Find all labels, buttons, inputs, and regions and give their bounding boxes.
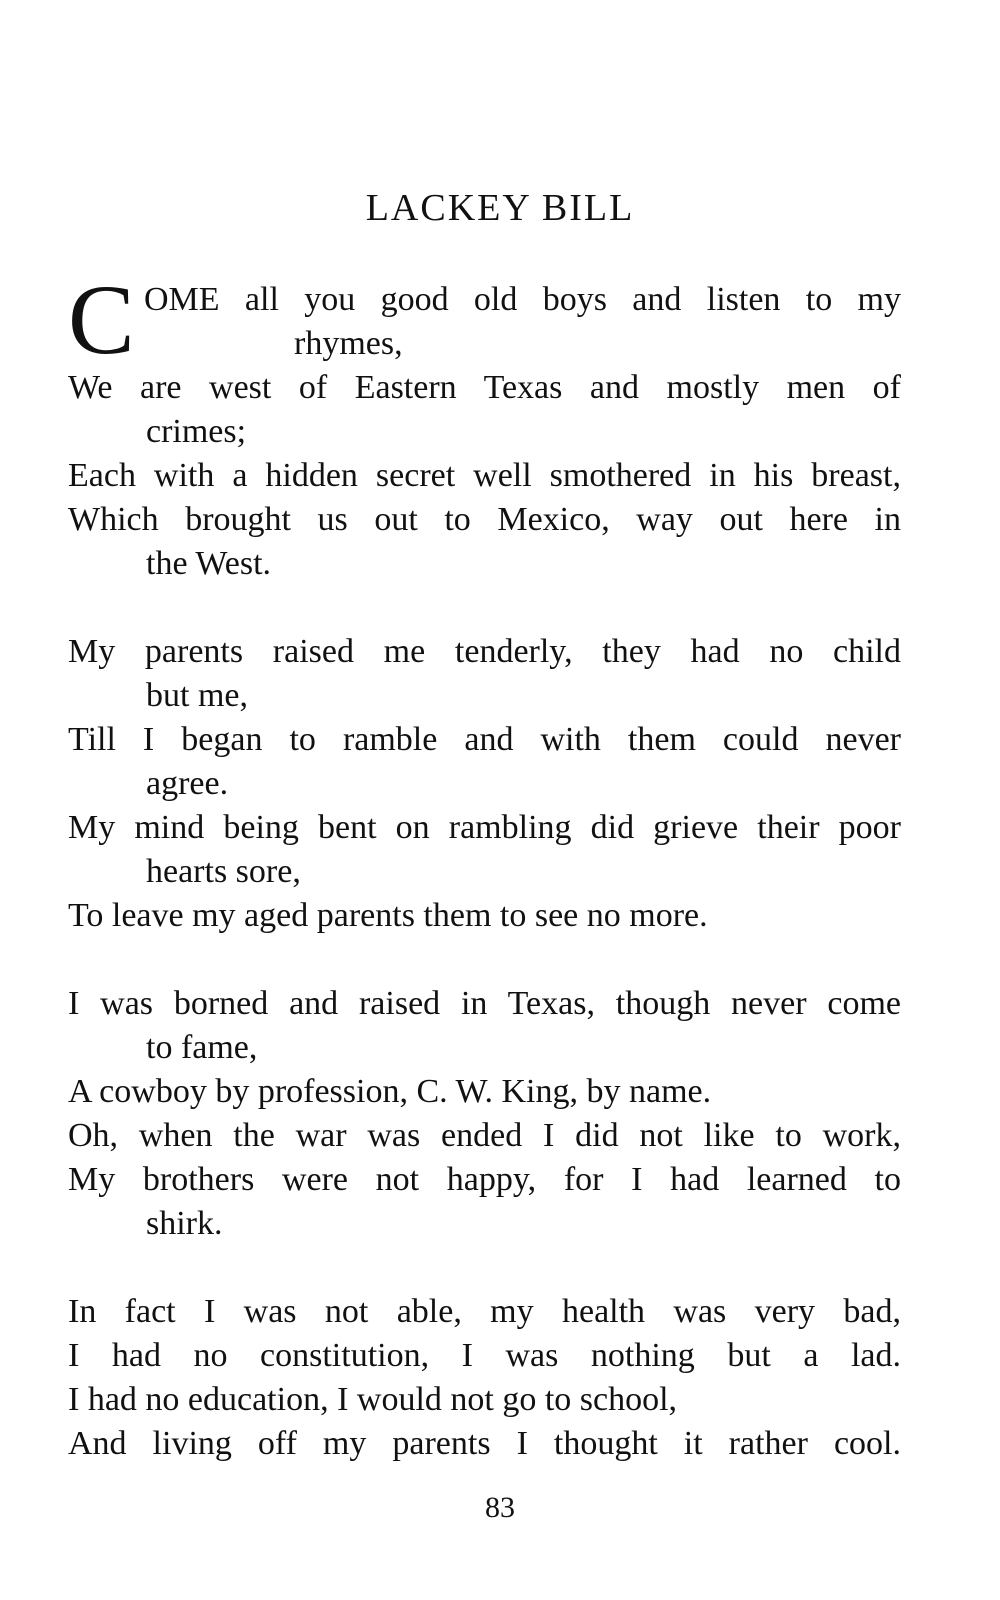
poem-line: In fact I was not able, my health was very bad, — [68, 1293, 901, 1330]
poem-line: Oh, when the war was ended I did not like to work, — [68, 1117, 901, 1154]
drop-cap: C — [68, 264, 135, 375]
poem-title: LACKEY BILL — [365, 187, 635, 229]
poem-line-continuation: rhymes, — [294, 325, 403, 362]
poem-line: OME all you good old boys and listen to my — [144, 281, 901, 318]
poem-line: And living off my parents I thought it rather cool. — [68, 1425, 901, 1462]
stanza-3 — [68, 982, 901, 1246]
poem-line: My brothers were not happy, for I had learned to — [68, 1161, 901, 1198]
poem-line-continuation: hearts sore, — [146, 853, 301, 890]
poem-line: I had no education, I would not go to school, — [68, 1381, 678, 1418]
poem-line: Till I began to ramble and with them could never — [68, 721, 901, 758]
poem-line: We are west of Eastern Texas and mostly men of — [68, 369, 901, 406]
stanza-4 — [68, 1290, 901, 1466]
stanza-1 — [68, 264, 901, 586]
stanza-2 — [68, 630, 901, 938]
poem-line-continuation: the West. — [146, 545, 272, 582]
poem-line-continuation: to fame, — [146, 1029, 258, 1066]
poem-line: To leave my aged parents them to see no more. — [68, 897, 708, 934]
page-number: 83 — [485, 1491, 515, 1524]
poem-line-continuation: shirk. — [146, 1205, 223, 1242]
poem-line-continuation: crimes; — [146, 413, 247, 450]
poem-line-continuation: agree. — [146, 765, 229, 802]
poem-line: A cowboy by profession, C. W. King, by name. — [68, 1073, 712, 1110]
poem-line: I was borned and raised in Texas, though never come — [68, 985, 901, 1022]
poem-line: My parents raised me tenderly, they had no child — [68, 633, 901, 670]
poem-line: I had no constitution, I was nothing but a lad. — [68, 1337, 901, 1374]
poem-line: Which brought us out to Mexico, way out here in — [68, 501, 901, 538]
poem-line: My mind being bent on rambling did grieve their poor — [68, 809, 901, 846]
poem-body — [68, 264, 901, 1466]
poem-line-continuation: but me, — [146, 677, 248, 714]
poem-line: Each with a hidden secret well smothered in his breast, — [68, 457, 901, 494]
